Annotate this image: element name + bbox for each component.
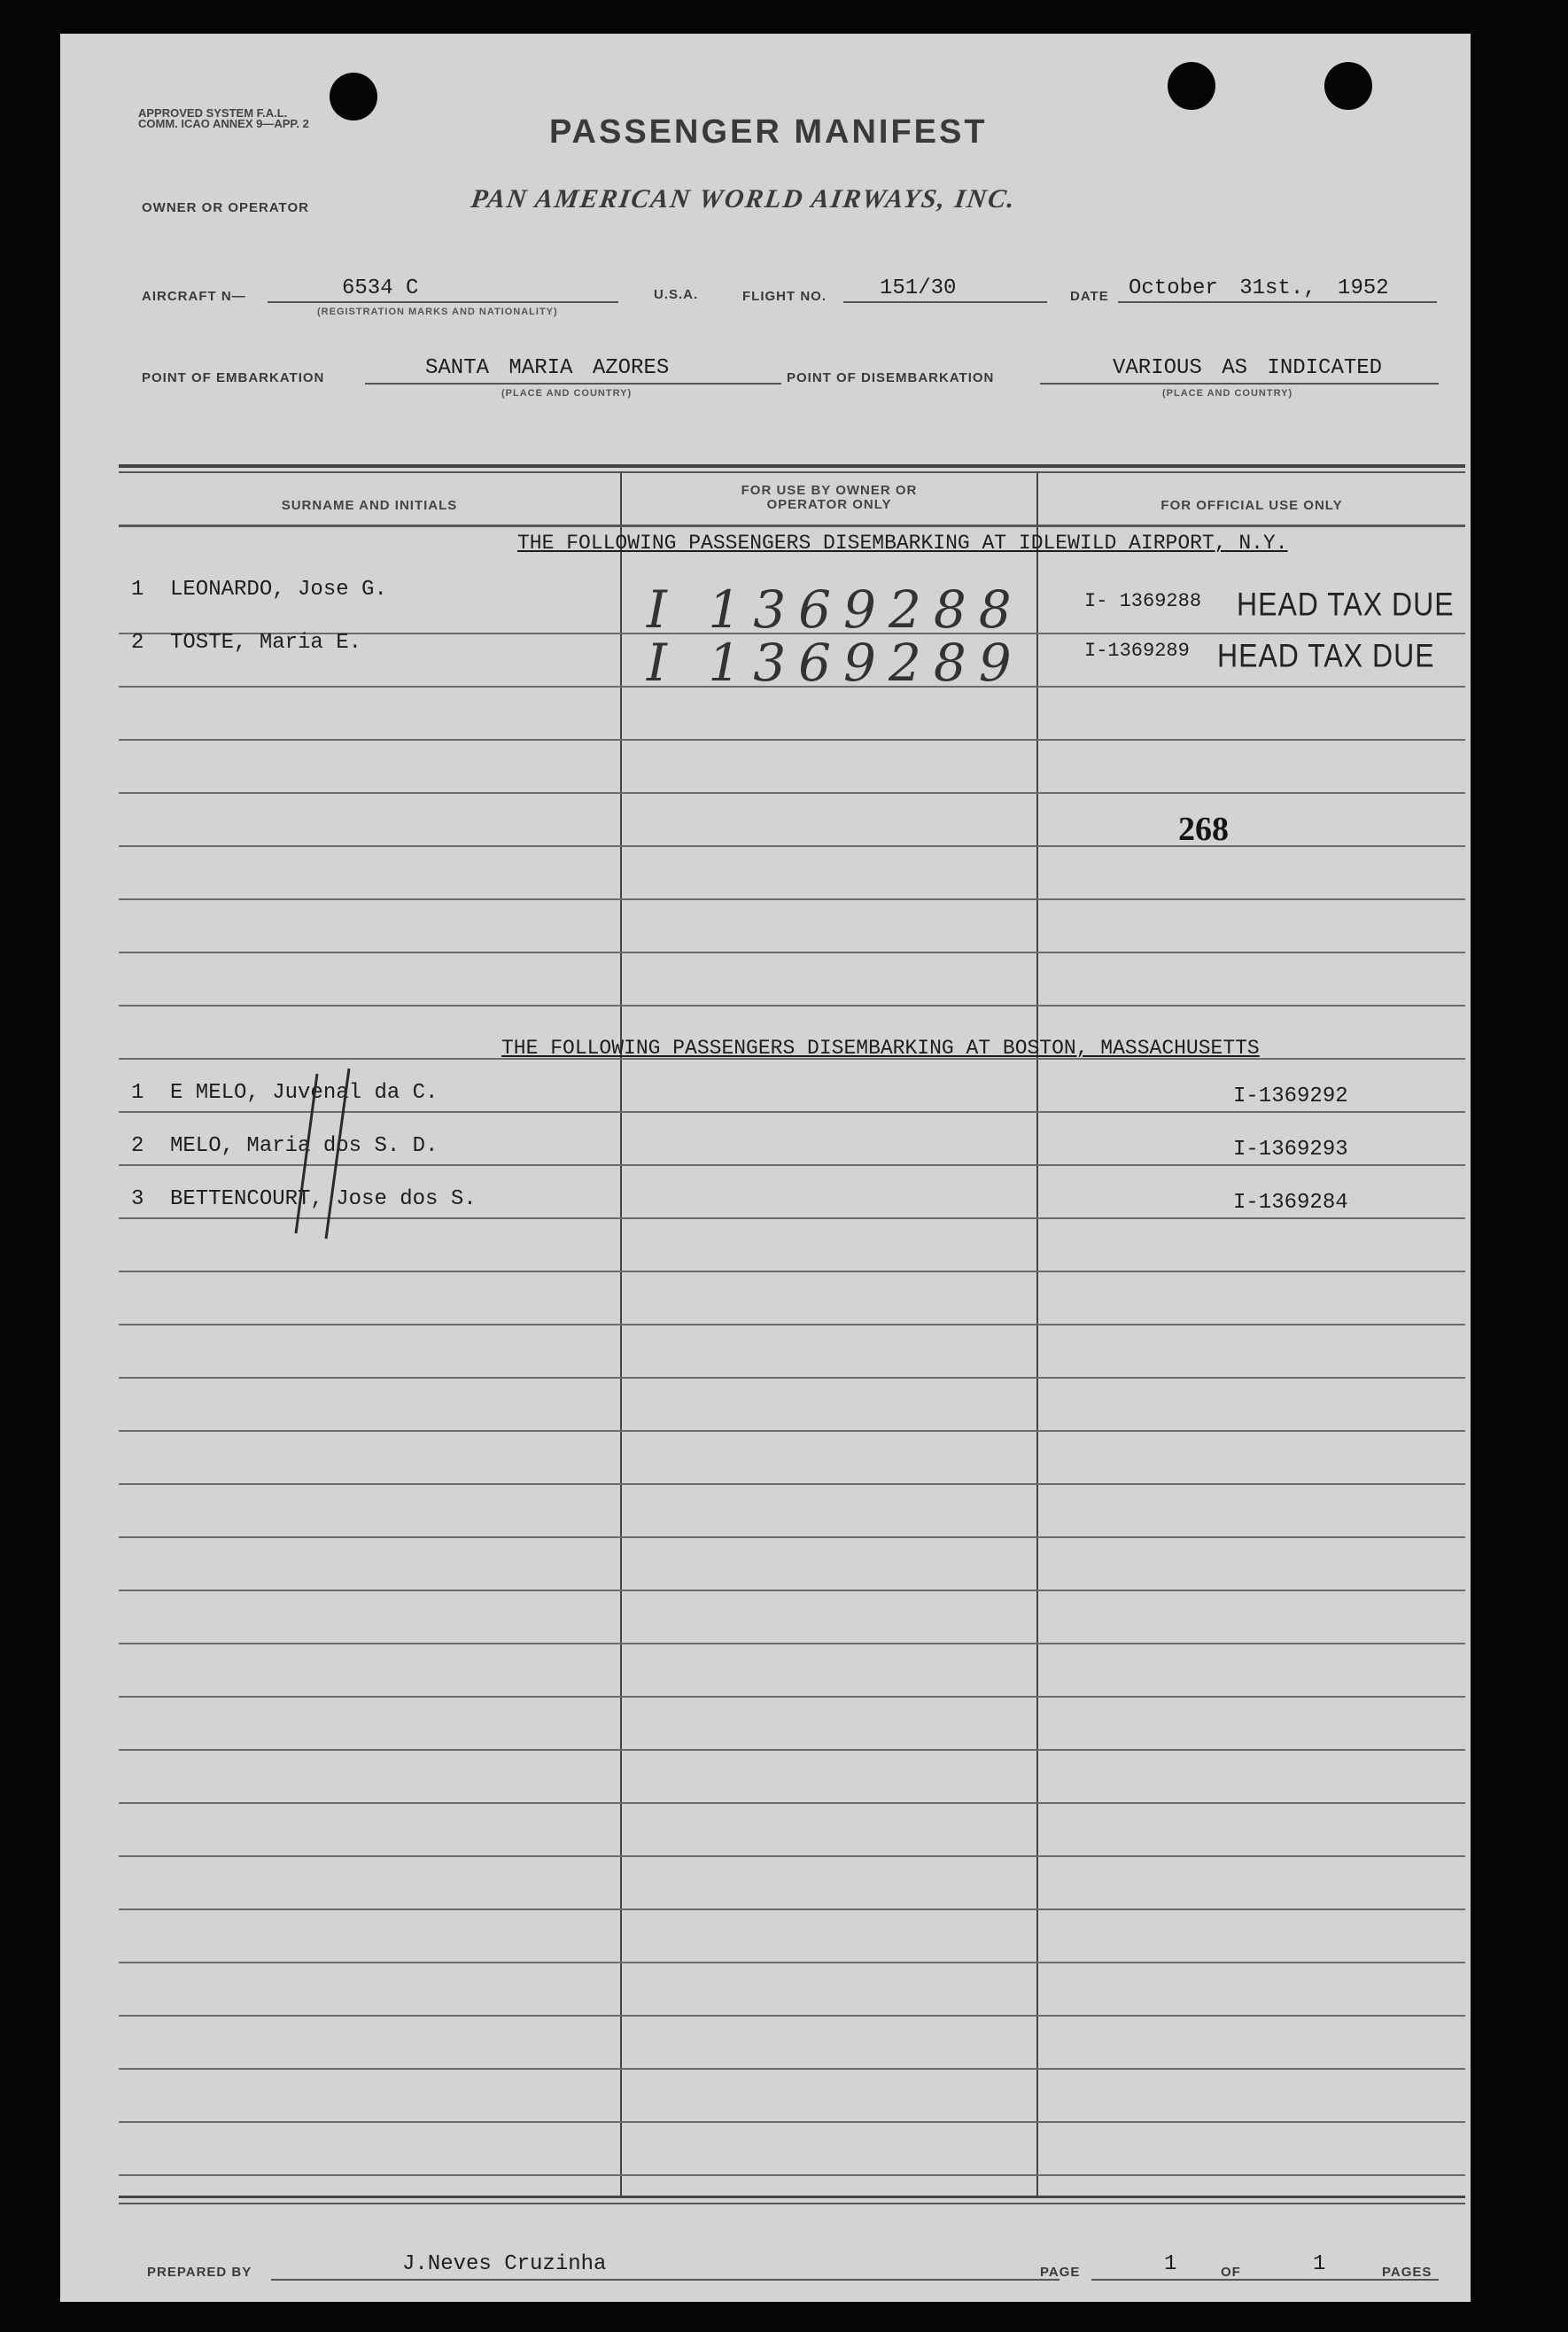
row-rule xyxy=(119,2015,1465,2017)
row-rule xyxy=(119,792,1465,794)
of-label: OF xyxy=(1221,2265,1241,2280)
row-rule xyxy=(119,845,1465,847)
punch-hole xyxy=(1168,62,1215,110)
table-bottom-rule xyxy=(119,2196,1465,2198)
header-rule xyxy=(119,525,1465,527)
passenger-name: LEONARDO, Jose G. xyxy=(170,578,387,602)
date-value: October 31st., 1952 xyxy=(1129,276,1389,300)
aircraft-label: AIRCRAFT N— xyxy=(142,289,246,304)
usa-label: U.S.A. xyxy=(654,287,699,302)
official-number: I-1369292 xyxy=(1233,1084,1348,1108)
row-rule xyxy=(119,2068,1465,2070)
passenger-number: 2 xyxy=(131,1134,144,1158)
prepared-label: PREPARED BY xyxy=(147,2265,252,2280)
row-rule xyxy=(119,1483,1465,1485)
disembarkation-caption: (PLACE AND COUNTRY) xyxy=(1162,388,1293,399)
passenger-number: 1 xyxy=(131,578,144,602)
row-rule xyxy=(119,2121,1465,2123)
column-divider xyxy=(1036,471,1038,2196)
table-top-rule xyxy=(119,464,1465,468)
pages-label: PAGES xyxy=(1382,2265,1432,2280)
date-label: DATE xyxy=(1070,289,1109,304)
passenger-number: 2 xyxy=(131,631,144,655)
row-rule xyxy=(119,1430,1465,1432)
manifest-sheet xyxy=(60,34,1471,2302)
passenger-name: MELO, Maria dos S. D. xyxy=(170,1134,439,1158)
date-underline xyxy=(1118,301,1437,303)
flight-value: 151/30 xyxy=(880,276,957,300)
row-rule xyxy=(119,1324,1465,1325)
official-note: 268 xyxy=(1178,811,1229,848)
row-rule xyxy=(119,1536,1465,1538)
punch-hole xyxy=(1324,62,1372,110)
column-header-official-use: FOR OFFICIAL USE ONLY xyxy=(1160,498,1343,513)
row-rule xyxy=(119,952,1465,953)
flight-label: FLIGHT NO. xyxy=(742,289,827,304)
official-number: I-1369289 xyxy=(1084,640,1190,662)
page-label: PAGE xyxy=(1040,2265,1081,2280)
embarkation-value: SANTA MARIA AZORES xyxy=(425,356,670,380)
owner-value: PAN AMERICAN WORLD AIRWAYS, INC. xyxy=(469,184,1019,214)
page-title: PASSENGER MANIFEST xyxy=(549,113,988,151)
embarkation-caption: (PLACE AND COUNTRY) xyxy=(501,388,633,399)
section-heading-boston: THE FOLLOWING PASSENGERS DISEMBARKING AT BOSTON, MASSACHUSETTS xyxy=(501,1037,1260,1060)
head-tax-stamp: HEAD TAX DUE xyxy=(1237,586,1455,623)
column-header-surname: SURNAME AND INITIALS xyxy=(281,498,458,513)
handwritten-number: I 1369289 xyxy=(647,633,1024,693)
prepared-underline xyxy=(271,2279,1060,2281)
row-rule xyxy=(119,1908,1465,1910)
embarkation-label: POINT OF EMBARKATION xyxy=(142,370,325,385)
row-rule xyxy=(119,1271,1465,1272)
disembarkation-underline xyxy=(1040,383,1439,385)
of-value: 1 xyxy=(1313,2252,1326,2276)
handwritten-number: I 1369288 xyxy=(647,579,1024,640)
row-rule xyxy=(119,898,1465,900)
prepared-value: J.Neves Cruzinha xyxy=(402,2252,607,2276)
row-rule xyxy=(119,1590,1465,1591)
row-rule xyxy=(119,1377,1465,1379)
disembarkation-label: POINT OF DISEMBARKATION xyxy=(787,370,995,385)
official-number: I-1369284 xyxy=(1233,1191,1348,1215)
row-rule xyxy=(119,1962,1465,1963)
official-number: I-1369293 xyxy=(1233,1138,1348,1162)
disembarkation-value: VARIOUS AS INDICATED xyxy=(1113,356,1383,380)
passenger-name: TOSTE, Maria E. xyxy=(170,631,362,655)
row-rule xyxy=(119,1696,1465,1698)
page-value: 1 xyxy=(1164,2252,1177,2276)
passenger-number: 1 xyxy=(131,1081,144,1105)
aircraft-caption: (REGISTRATION MARKS AND NATIONALITY) xyxy=(317,307,558,317)
flight-underline xyxy=(843,301,1047,303)
row-rule xyxy=(119,1855,1465,1857)
row-rule xyxy=(119,1749,1465,1751)
official-number: I- 1369288 xyxy=(1084,590,1202,612)
passenger-number: 3 xyxy=(131,1187,144,1211)
section-heading-idlewild: THE FOLLOWING PASSENGERS DISEMBARKING AT IDLEWILD AIRPORT, N.Y. xyxy=(517,532,1288,555)
approval-note: APPROVED SYSTEM F.A.L. COMM. ICAO ANNEX 9—APP. 2 xyxy=(138,106,309,130)
table-bottom-rule-2 xyxy=(119,2203,1465,2204)
column-header-owner-use: FOR USE BY OWNER OR OPERATOR ONLY xyxy=(741,483,918,512)
row-rule xyxy=(119,2174,1465,2176)
page-underline xyxy=(1091,2279,1269,2281)
table-top-rule-2 xyxy=(119,471,1465,473)
passenger-name: BETTENCOURT, Jose dos S. xyxy=(170,1187,477,1211)
embarkation-underline xyxy=(365,383,781,385)
row-rule xyxy=(119,739,1465,741)
row-rule xyxy=(119,1643,1465,1644)
owner-label: OWNER OR OPERATOR xyxy=(142,200,309,215)
aircraft-underline xyxy=(268,301,618,303)
aircraft-value: 6534 C xyxy=(342,276,419,300)
punch-hole xyxy=(330,73,377,120)
row-rule xyxy=(119,1005,1465,1007)
check-mark xyxy=(291,1065,361,1242)
column-divider xyxy=(620,471,622,2196)
row-rule xyxy=(119,1802,1465,1804)
head-tax-stamp: HEAD TAX DUE xyxy=(1217,637,1435,674)
passenger-name: E MELO, Juvenal da C. xyxy=(170,1081,439,1105)
